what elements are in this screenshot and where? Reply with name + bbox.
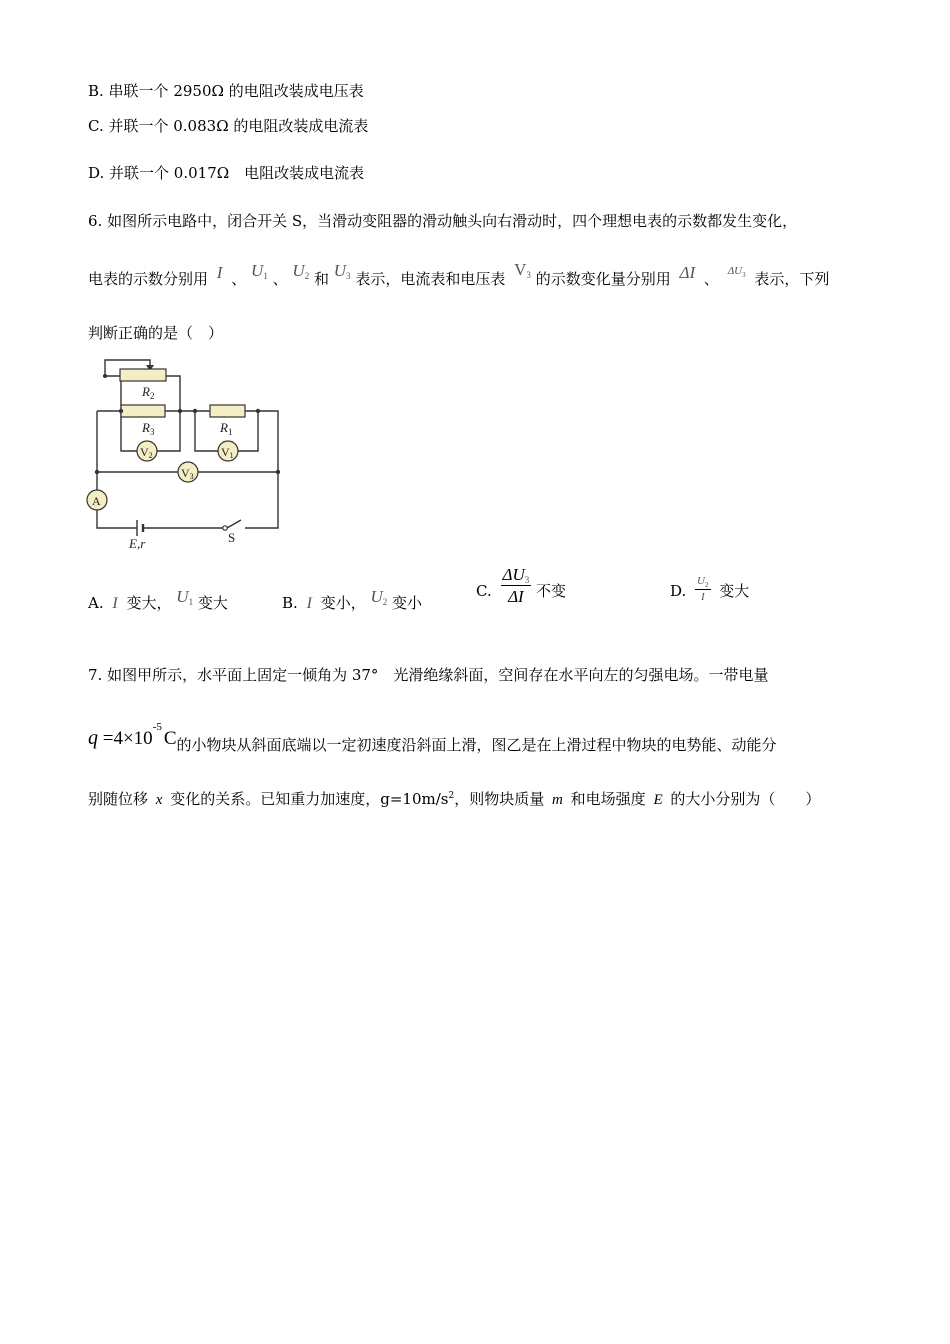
symbol-U: U bbox=[333, 261, 347, 280]
resistor-r1 bbox=[210, 405, 245, 417]
option-text: 变大 bbox=[719, 581, 750, 600]
fraction-denominator: ΔI bbox=[508, 587, 524, 606]
label-v3-text: V bbox=[181, 466, 190, 480]
q6-text: 表示，电流表和电压表 bbox=[355, 270, 506, 288]
symbol-E: E bbox=[653, 792, 663, 808]
symbol-U1 bbox=[251, 261, 268, 280]
q7-stem-line1: 7. 如图甲所示，水平面上固定一倾角为 37° 光滑绝缘斜面，空间存在水平向左的匀强电场。一带电量 bbox=[88, 666, 769, 684]
label-v2-sub: 2 bbox=[148, 451, 153, 460]
circuit-diagram bbox=[85, 352, 295, 552]
q6-stem-line1: 6. 如图所示电路中，闭合开关 S，当滑动变阻器的滑动触头向右滑动时，四个理想电表的示数都发生变化， bbox=[88, 212, 798, 230]
option-text: 不变 bbox=[536, 581, 567, 600]
subscript: 3 bbox=[524, 575, 530, 585]
symbol-I: I bbox=[216, 263, 223, 282]
subscript: 3 bbox=[346, 271, 351, 281]
charge-unit: C bbox=[163, 728, 177, 749]
label-r2-text: R bbox=[142, 384, 150, 399]
q6-text: 的示数变化量分别用 bbox=[535, 270, 671, 288]
symbol-U: U bbox=[251, 261, 264, 280]
option-text: 变大 bbox=[197, 594, 228, 612]
label-v3-sub: 3 bbox=[189, 472, 194, 481]
label-a: A bbox=[92, 494, 101, 508]
option-label: A. bbox=[88, 594, 104, 612]
option-text: 变大， bbox=[126, 594, 172, 612]
fraction-delta-u3-over-delta-i bbox=[501, 566, 532, 605]
q7-text: 别随位移 bbox=[88, 790, 149, 808]
fraction-denominator: I bbox=[700, 591, 705, 603]
symbol-m: m bbox=[552, 792, 563, 808]
label-r3 bbox=[141, 420, 155, 437]
q6-option-a bbox=[88, 587, 228, 612]
symbol-I: I bbox=[306, 595, 312, 612]
option-text: 变小， bbox=[320, 594, 366, 612]
label-r3-sub: 3 bbox=[149, 427, 155, 437]
subscript: 3 bbox=[526, 270, 531, 280]
separator: 、 bbox=[703, 270, 719, 288]
fraction-numerator bbox=[695, 576, 710, 590]
option-label: D. bbox=[670, 581, 687, 600]
label-r2 bbox=[141, 384, 154, 401]
resistor-r3 bbox=[121, 405, 165, 417]
q7-stem-line3 bbox=[88, 792, 820, 808]
label-v1-text: V bbox=[221, 445, 230, 459]
symbol-I: I bbox=[112, 595, 118, 612]
label-source: E,r bbox=[129, 536, 146, 551]
symbol-delta-U: ΔU bbox=[727, 265, 743, 277]
resistor-r2 bbox=[120, 369, 166, 381]
q6-text: 表示，下列 bbox=[754, 270, 830, 288]
symbol-U: U bbox=[292, 261, 305, 280]
exponent-2: 2 bbox=[448, 791, 455, 801]
subscript: 1 bbox=[263, 271, 268, 281]
q7-text: 和电场强度 bbox=[570, 790, 646, 808]
q6-option-b bbox=[282, 587, 423, 612]
q7-stem-line2 bbox=[88, 721, 777, 754]
separator: 、 bbox=[231, 270, 247, 288]
charge-value: =4×10 bbox=[98, 728, 153, 749]
symbol-U: U bbox=[370, 587, 383, 606]
subscript: 2 bbox=[304, 271, 310, 281]
label-r1-text: R bbox=[220, 420, 228, 435]
symbol-V: V bbox=[514, 260, 527, 279]
q5-option-b: B. 串联一个 2950Ω 的电阻改装成电压表 bbox=[88, 82, 364, 100]
q7-text: 的大小分别为（ ） bbox=[670, 790, 821, 808]
subscript: 2 bbox=[382, 597, 388, 607]
q6-text: 电表的示数分别用 bbox=[88, 270, 209, 288]
option-label: C. bbox=[476, 581, 492, 600]
subscript: 2 bbox=[705, 581, 709, 589]
symbol-U3 bbox=[334, 261, 351, 280]
q6-option-c bbox=[476, 566, 566, 605]
symbol-q: q bbox=[88, 727, 98, 749]
and-text: 和 bbox=[313, 270, 329, 288]
label-r2-sub: 2 bbox=[149, 391, 155, 401]
label-v1-sub: 1 bbox=[229, 451, 234, 460]
q6-stem-line3: 判断正确的是（ ） bbox=[88, 324, 224, 342]
fraction-u2-over-i bbox=[695, 576, 710, 603]
q6-option-d bbox=[670, 576, 749, 603]
label-v2-text: V bbox=[140, 445, 149, 459]
fraction-numerator bbox=[501, 566, 532, 586]
label-r1 bbox=[219, 420, 232, 437]
label-r3-text: R bbox=[142, 420, 150, 435]
subscript: 1 bbox=[188, 597, 194, 607]
q7-text: 变化的关系。已知重力加速度，g=10m/s bbox=[170, 790, 449, 808]
symbol-x: x bbox=[155, 792, 163, 808]
separator: 、 bbox=[272, 270, 288, 288]
symbol-V3 bbox=[514, 260, 531, 279]
q5-option-c: C. 并联一个 0.083Ω 的电阻改装成电流表 bbox=[88, 117, 369, 135]
label-switch: S bbox=[228, 530, 236, 545]
numerator-text: U bbox=[697, 575, 705, 587]
charge-exponent: -5 bbox=[152, 721, 162, 733]
option-label: B. bbox=[282, 594, 298, 612]
label-r1-sub: 1 bbox=[227, 427, 233, 437]
q5-option-d: D. 并联一个 0.017Ω 电阻改装成电流表 bbox=[88, 164, 365, 182]
subscript: 3 bbox=[742, 271, 746, 279]
symbol-U: U bbox=[176, 587, 189, 606]
q7-text: ，则物块质量 bbox=[454, 790, 545, 808]
q6-stem-line2 bbox=[88, 260, 830, 288]
symbol-delta-U3 bbox=[728, 265, 746, 277]
symbol-U2 bbox=[370, 587, 387, 606]
symbol-delta-I: ΔI bbox=[679, 263, 696, 282]
symbol-U1 bbox=[176, 587, 193, 606]
q7-text: 的小物块从斜面底端以一定初速度沿斜面上滑，图乙是在上滑过程中物块的电势能、动能分 bbox=[176, 736, 777, 754]
option-text: 变小 bbox=[392, 594, 423, 612]
symbol-U2 bbox=[292, 261, 309, 280]
numerator-text: ΔU bbox=[502, 565, 525, 584]
